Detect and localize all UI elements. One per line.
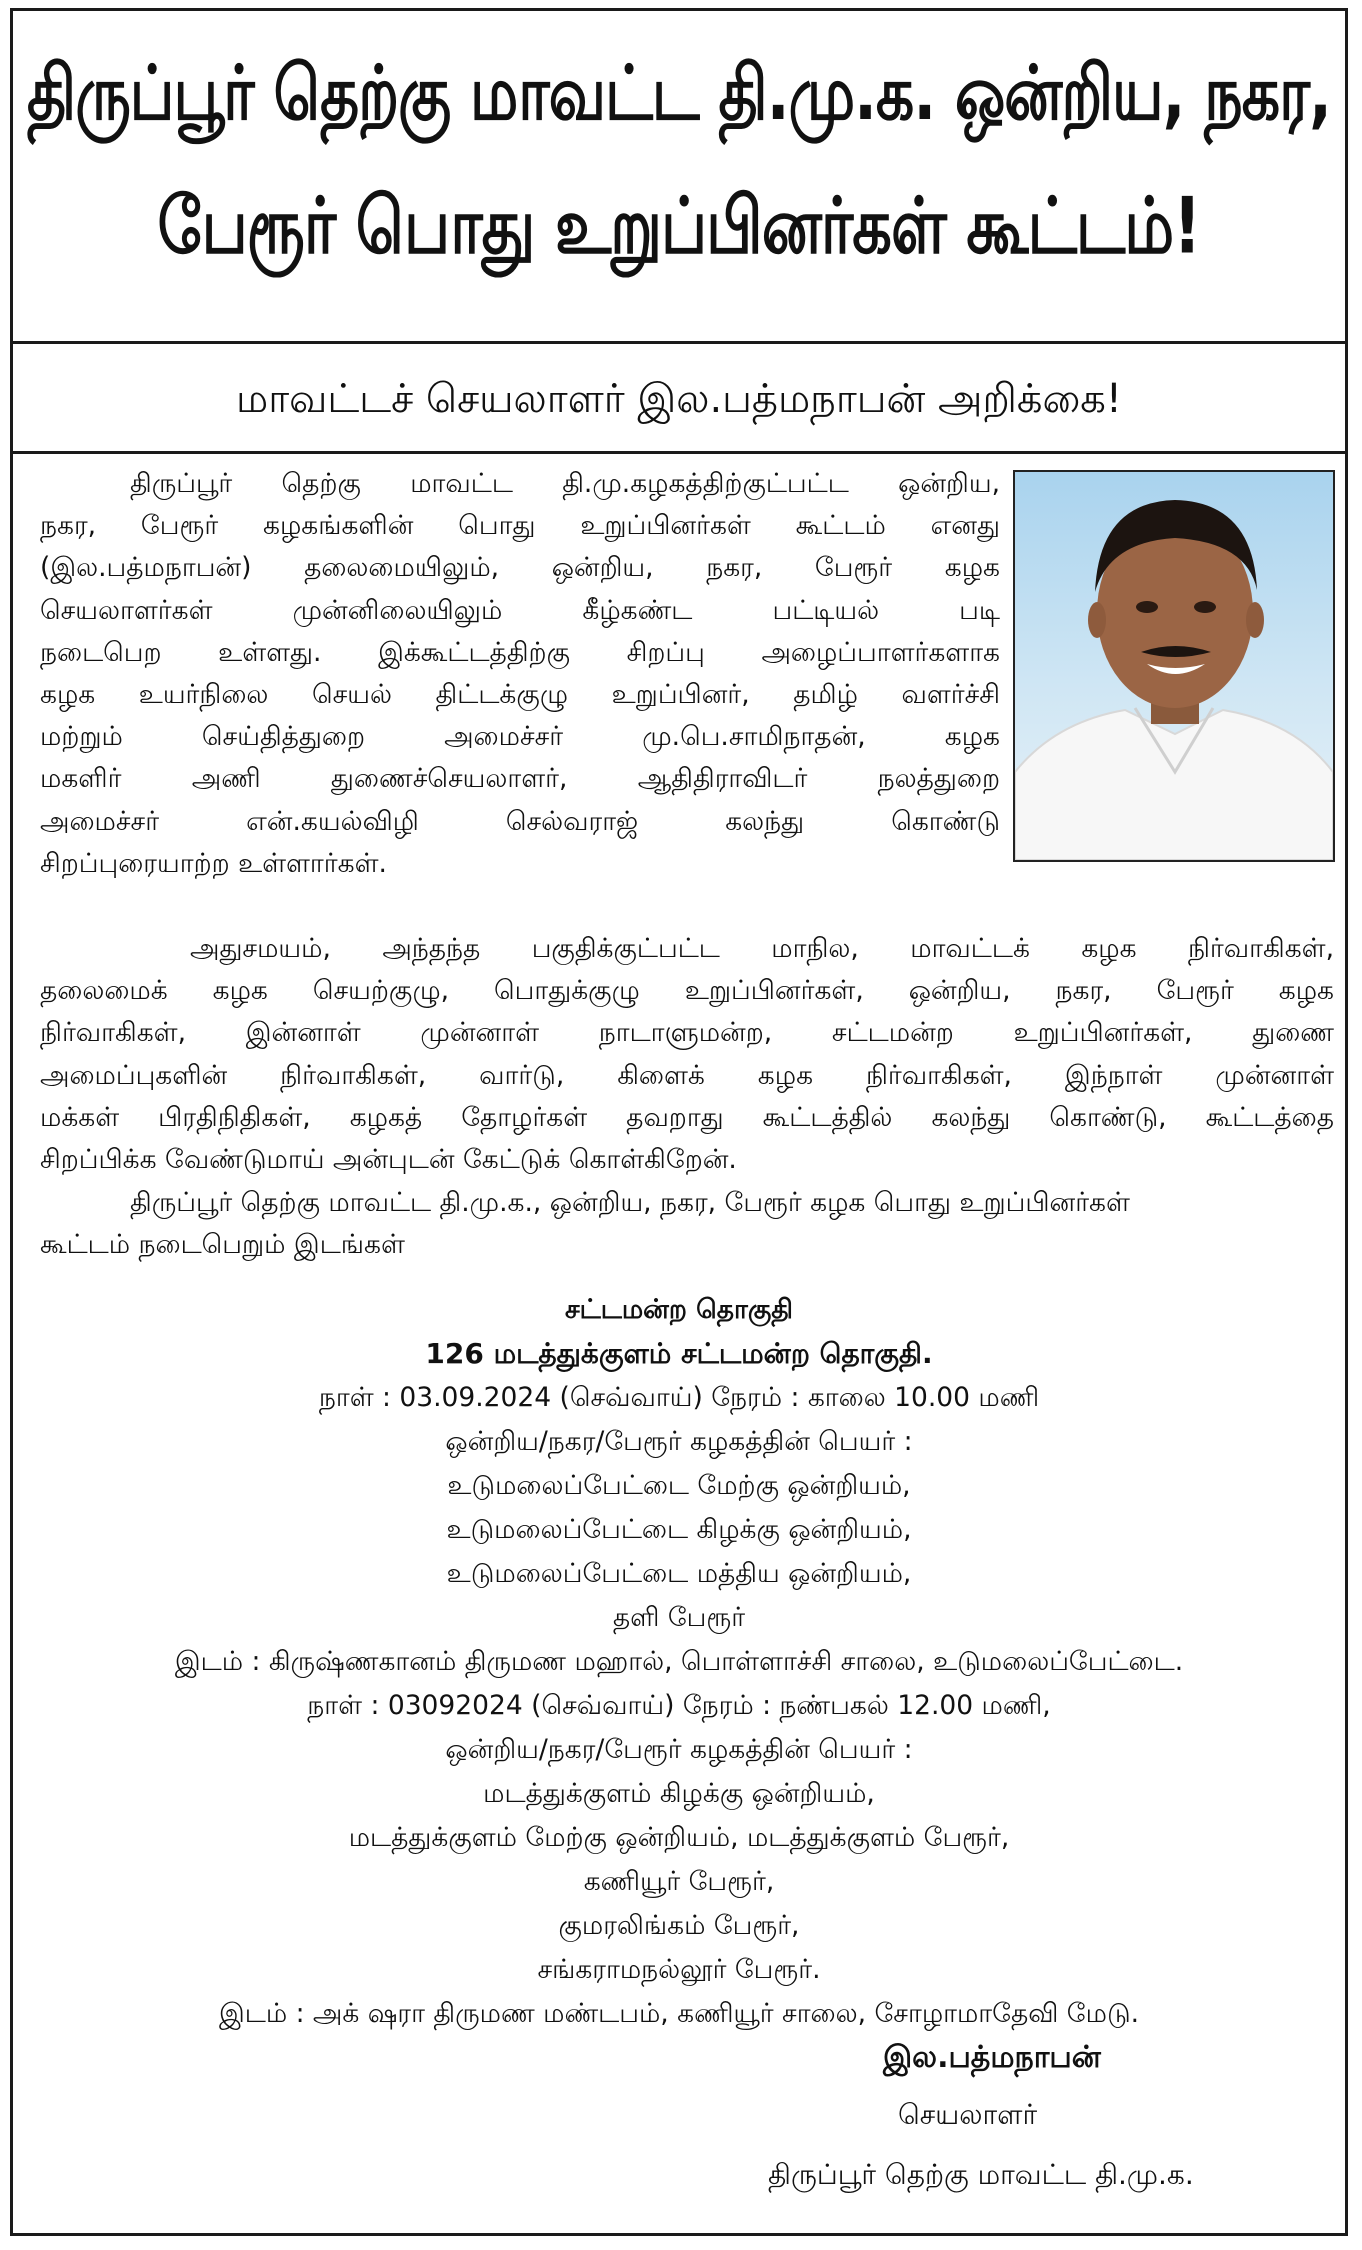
headline-line-2: பேரூர் பொது உறுப்பினர்கள் கூட்டம்! (157, 179, 1201, 271)
paragraph-1-line: திருப்பூர் தெற்கு மாவட்ட தி.மு.கழகத்திற்குட்பட்ட ஒன்றிய, (130, 468, 1000, 499)
paragraph-1-line: நகர, பேரூர் கழகங்களின் பொது உறுப்பினர்கள் கூட்டம் எனது (40, 510, 1000, 542)
meeting-2-unit: மடத்துக்குளம் கிழக்கு ஒன்றியம், (483, 1778, 875, 1809)
paragraph-1-line: மற்றும் செய்தித்துறை அமைச்சர் மு.பெ.சாமிநாதன், கழக (40, 721, 1000, 753)
paragraph-2-line: தலைமைக் கழக செயற்குழு, பொதுக்குழு உறுப்பினர்கள், ஒன்றிய, நகர, பேரூர் கழக (40, 975, 1334, 1007)
meeting-2-unit: சங்கராமநல்லூர் பேரூர். (537, 1954, 821, 1985)
portrait-illustration (1015, 472, 1333, 860)
paragraph-1 (40, 463, 1000, 885)
paragraph-1-line: சிறப்புரையாற்ற உள்ளார்கள். (40, 847, 387, 879)
paragraph-1-line: (இல.பத்மநாபன்) தலைமையிலும், ஒன்றிய, நகர, பேரூர் கழக (40, 552, 1000, 584)
schedule-block (13, 1288, 1345, 2036)
paragraph-2-line: அதுசமயம், அந்தந்த பகுதிக்குட்பட்ட மாநில, மாவட்டக் கழக நிர்வாகிகள், (190, 933, 1334, 964)
meeting-1-venue: இடம் : கிருஷ்ணகானம் திருமண மஹால், பொள்ளாச்சி சாலை, உடுமலைப்பேட்டை. (174, 1646, 1184, 1677)
meeting-1-unit: உடுமலைப்பேட்டை மேற்கு ஒன்றியம், (447, 1470, 911, 1501)
paragraph-2-line: அமைப்புகளின் நிர்வாகிகள், வார்டு, கிளைக் கழக நிர்வாகிகள், இந்நாள் முன்னாள் (40, 1059, 1334, 1091)
meeting-2-units-label: ஒன்றிய/நகர/பேரூர் கழகத்தின் பெயர் : (445, 1734, 913, 1765)
paragraph-1-line: மகளிர் அணி துணைச்செயலாளர், ஆதிதிராவிடர் நலத்துறை (40, 763, 1000, 795)
paragraph-1-line: கழக உயர்நிலை செயல் திட்டக்குழு உறுப்பினர், தமிழ் வளர்ச்சி (40, 679, 1000, 711)
paragraph-1-line: செயலாளர்கள் முன்னிலையிலும் கீழ்கண்ட பட்டியல் படி (40, 594, 1000, 626)
headline-box (13, 11, 1345, 344)
constituency-title: 126 மடத்துக்குளம் சட்டமன்ற தொகுதி. (425, 1337, 933, 1370)
portrait-photo (1013, 470, 1335, 862)
paragraph-2-line: மக்கள் பிரதிநிதிகள், கழகத் தோழர்கள் தவறாது கூட்டத்தில் கலந்து கொண்டு, கூட்டத்தை (40, 1101, 1334, 1133)
meeting-1-unit: உடுமலைப்பேட்டை மத்திய ஒன்றியம், (446, 1558, 912, 1589)
signature-name: இல.பத்மநாபன் (883, 2040, 1101, 2075)
paragraph-2-line: சிறப்பிக்க வேண்டுமாய் அன்புடன் கேட்டுக் கொள்கிறேன். (40, 1144, 737, 1176)
paragraph-2 (40, 928, 1334, 1181)
meeting-2-datetime: நாள் : 03092024 (செவ்வாய்) நேரம் : நண்பகல் 12.00 மணி, (307, 1690, 1051, 1721)
paragraph-1-line: நடைபெற உள்ளது. இக்கூட்டத்திற்கு சிறப்பு அழைப்பாளர்களாக (40, 636, 1000, 668)
meeting-1-unit: உடுமலைப்பேட்டை கிழக்கு ஒன்றியம், (446, 1514, 912, 1545)
paragraph-3 (40, 1182, 1334, 1266)
signature-org: திருப்பூர் தெற்கு மாவட்ட தி.மு.க. (768, 2158, 1194, 2191)
meeting-2-unit: கணியூர் பேரூர், (583, 1866, 775, 1897)
meeting-1-datetime: நாள் : 03.09.2024 (செவ்வாய்) நேரம் : காலை 10.00 மணி (318, 1382, 1040, 1413)
paragraph-3-line: கூட்டம் நடைபெறும் இடங்கள் (40, 1229, 405, 1261)
meeting-2-venue: இடம் : அக் ஷரா திருமண மண்டபம், கணியூர் சாலை, சோழாமாதேவி மேடு. (218, 1998, 1140, 2029)
meeting-2-unit: மடத்துக்குளம் மேற்கு ஒன்றியம், மடத்துக்குளம் பேரூர், (348, 1822, 1010, 1853)
meeting-1-unit: தளி பேரூர் (612, 1602, 746, 1633)
schedule-heading: சட்டமன்ற தொகுதி (565, 1294, 793, 1325)
meeting-1-units-label: ஒன்றிய/நகர/பேரூர் கழகத்தின் பெயர் : (445, 1426, 913, 1457)
paragraph-2-line: நிர்வாகிகள், இன்னாள் முன்னாள் நாடாளுமன்ற, சட்டமன்ற உறுப்பினர்கள், துணை (40, 1017, 1334, 1049)
paragraph-1-line: அமைச்சர் என்.கயல்விழி செல்வராஜ் கலந்து கொண்டு (40, 805, 1000, 837)
signature-title: செயலாளர் (898, 2098, 1038, 2131)
paragraph-3-line: திருப்பூர் தெற்கு மாவட்ட தி.மு.க., ஒன்றிய, நகர, பேரூர் கழக பொது உறுப்பினர்கள் (130, 1187, 1130, 1218)
subheadline: மாவட்டச் செயலாளர் இல.பத்மநாபன் அறிக்கை! (13, 344, 1345, 454)
meeting-2-unit: குமரலிங்கம் பேரூர், (558, 1910, 800, 1941)
headline-line-1: திருப்பூர் தெற்கு மாவட்ட தி.மு.க. ஒன்றிய, நகர, (27, 50, 1331, 138)
